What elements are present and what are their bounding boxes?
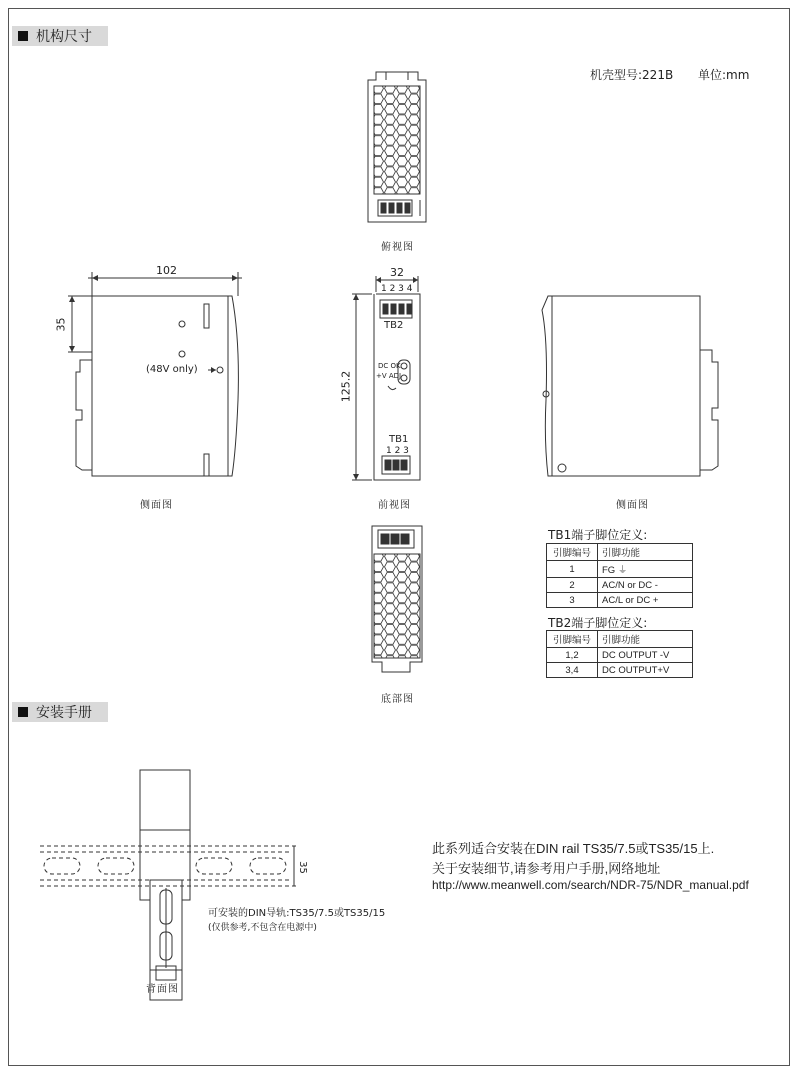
- table-row: [547, 648, 693, 663]
- table-header-row: [547, 631, 693, 648]
- top-view-drawing: [368, 72, 426, 222]
- caption-right-side-view: 侧面图: [616, 500, 649, 511]
- din-rail-label: 可安装的DIN导轨:TS35/7.5或TS35/15: [208, 908, 386, 919]
- table-cell: 2: [547, 578, 598, 593]
- table-row: [547, 561, 693, 578]
- table-cell: FG ⏚: [598, 561, 693, 578]
- tb2-pin-numbers: 1 2 3 4: [381, 284, 413, 294]
- table-cell: 3: [547, 593, 598, 608]
- table-header-row: [547, 544, 693, 561]
- section-title: 机构尺寸: [36, 29, 92, 45]
- caption-front-view: 前视图: [378, 500, 411, 511]
- din-rail-note: (仅供参考,不包含在电源中): [208, 923, 317, 933]
- caption-bottom-view: 底部图: [381, 694, 414, 705]
- tb1-pin-table: [546, 543, 693, 608]
- dim-rail-35: 35: [296, 861, 308, 874]
- table-cell: DC OUTPUT -V: [598, 648, 693, 663]
- dim-width: 102: [156, 264, 177, 277]
- install-manual-url[interactable]: http://www.meanwell.com/search/NDR-75/NDR_manual.pdf: [432, 878, 749, 892]
- header-cell: 引脚编号: [547, 631, 598, 648]
- tb2-label: TB2: [384, 320, 404, 331]
- tb2-table-title: TB2端子脚位定义:: [548, 616, 648, 630]
- header-cell: 引脚功能: [598, 631, 693, 648]
- table-row: [547, 578, 693, 593]
- dim-height-35: 35: [54, 317, 68, 332]
- dc-ok-label: DC OK: [378, 362, 401, 370]
- caption-back-view: 背面图: [146, 984, 179, 995]
- case-number: 机壳型号:221B: [590, 68, 674, 82]
- tb2-pin-table: [546, 630, 693, 678]
- install-note-line1: 此系列适合安装在DIN rail TS35/7.5或TS35/15上.: [432, 841, 715, 856]
- unit-label: 单位:mm: [698, 68, 750, 82]
- square-bullet-icon: [18, 707, 28, 717]
- install-note-line2: 关于安装细节,请参考用户手册,网络地址: [432, 861, 661, 876]
- table-cell: 3,4: [547, 663, 598, 678]
- section-title: 安装手册: [36, 705, 92, 721]
- header-cell: 引脚编号: [547, 544, 598, 561]
- header-cell: 引脚功能: [598, 544, 693, 561]
- v-adj-label: +V ADJ: [376, 372, 402, 380]
- tb1-label: TB1: [389, 434, 409, 445]
- tb1-pin-numbers: 1 2 3: [386, 446, 409, 456]
- table-cell: 1: [547, 561, 598, 578]
- caption-top-view: 俯视图: [381, 242, 414, 253]
- table-row: [547, 593, 693, 608]
- table-cell: DC OUTPUT+V: [598, 663, 693, 678]
- 48v-only-label: (48V only): [146, 364, 198, 375]
- dim-depth: 32: [390, 266, 404, 279]
- back-view-drawing: [140, 770, 190, 1000]
- dim-height-1252: 125.2: [339, 370, 353, 403]
- table-cell: 1,2: [547, 648, 598, 663]
- table-row: [547, 663, 693, 678]
- section-header-installation: [12, 702, 108, 722]
- table-cell: AC/L or DC +: [598, 593, 693, 608]
- bottom-view-drawing: [372, 526, 422, 672]
- table-cell: AC/N or DC -: [598, 578, 693, 593]
- caption-left-side-view: 侧面图: [140, 500, 173, 511]
- tb1-table-title: TB1端子脚位定义:: [548, 528, 648, 542]
- right-side-view-drawing: [542, 296, 718, 476]
